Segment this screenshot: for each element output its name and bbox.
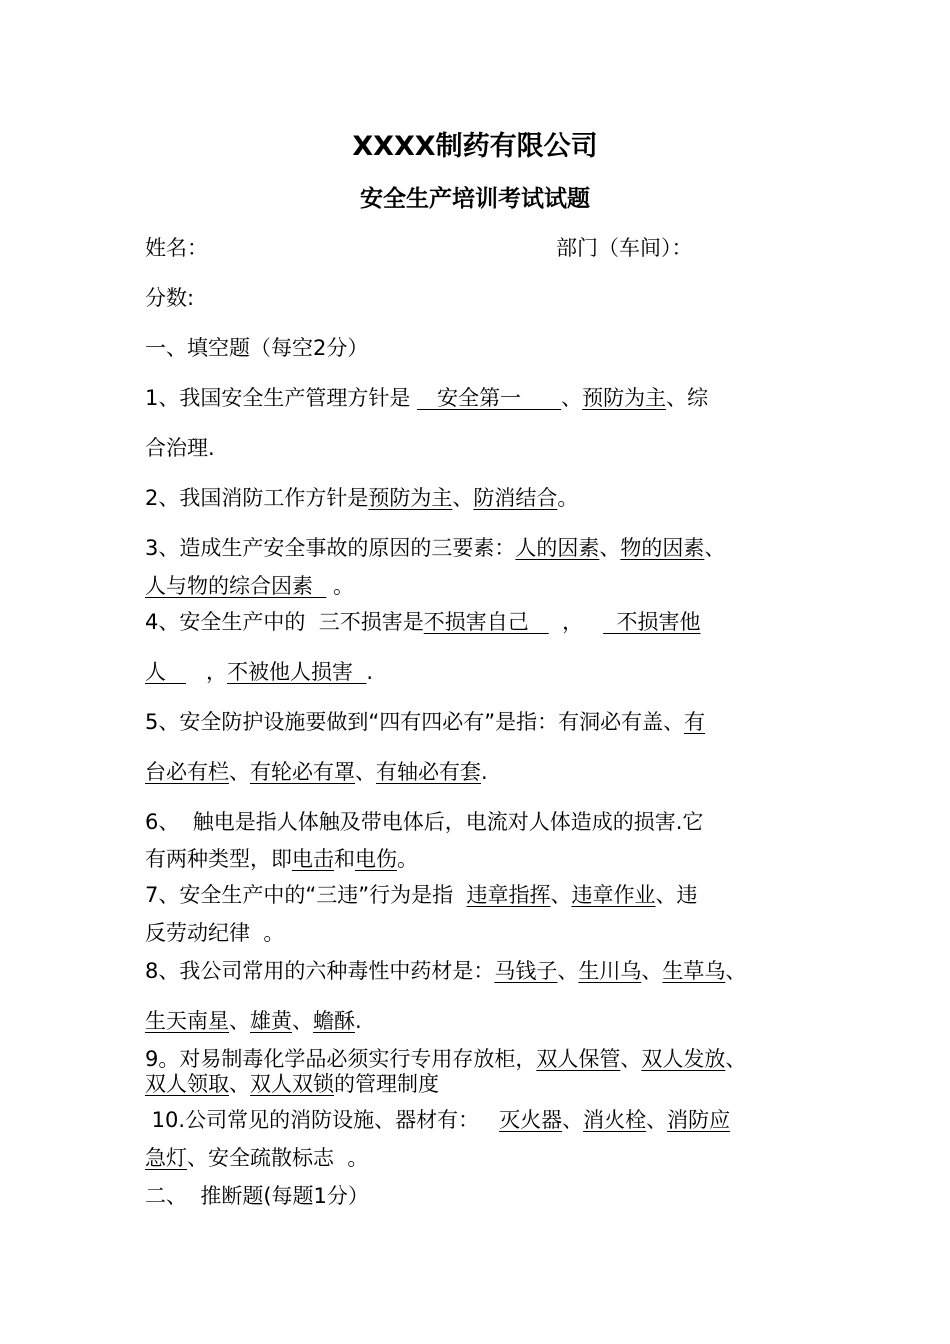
- answer-blank: 人的因素: [515, 536, 600, 560]
- answer-blank: 消火栓: [583, 1108, 647, 1132]
- answer-blank: 生天南星: [145, 1009, 229, 1033]
- exam-title: 安全生产培训考试试题: [360, 186, 590, 212]
- answer-blank: 有: [684, 710, 706, 734]
- question-7: 7、安全生产中的“三违”行为是指 违章指挥、违章作业、违: [145, 883, 698, 907]
- answer-blank: 不损害自己: [423, 610, 549, 634]
- section-1-heading: 一、填空题（每空2分）: [145, 336, 369, 360]
- answer-blank: 人: [145, 660, 187, 684]
- answer-blank: 双人双锁: [250, 1072, 334, 1096]
- answer-blank: 不损害他: [603, 610, 701, 634]
- answer-blank: 急灯: [145, 1146, 187, 1170]
- name-label: 姓名：: [145, 236, 208, 260]
- question-9: 9。对易制毒化学品必须实行专用存放柜，双人保管、双人发放、: [145, 1047, 747, 1071]
- answer-blank: 预防为主: [582, 386, 667, 410]
- answer-blank: 生草乌: [662, 959, 726, 983]
- section-2-heading: 二、 推断题(每题1分）: [145, 1184, 369, 1208]
- answer-blank: 物的因素: [620, 536, 705, 560]
- answer-blank: 电伤: [355, 847, 397, 871]
- question-9-cont: 双人领取、双人双锁的管理制度: [145, 1072, 439, 1096]
- answer-blank: 台必有栏: [145, 760, 229, 784]
- answer-blank: 安全第一: [417, 386, 562, 410]
- question-6-cont: 有两种类型，即电击和电伤。: [145, 847, 418, 871]
- question-3-cont: 人与物的综合因素 。: [145, 574, 355, 598]
- answer-blank: 预防为主: [368, 486, 453, 510]
- department-label: 部门（车间）：: [556, 236, 693, 260]
- question-1: 1、我国安全生产管理方针是 安全第一 、预防为主、综: [145, 386, 709, 410]
- answer-blank: 马钱子: [494, 959, 558, 983]
- question-7-cont: 反劳动纪律 。: [145, 921, 285, 945]
- answer-blank: 违章作业: [571, 883, 656, 907]
- question-5-cont: 台必有栏、有轮必有罩、有轴必有套.: [145, 760, 488, 784]
- question-6: 6、 触电是指人体触及带电体后，电流对人体造成的损害.它: [145, 810, 704, 834]
- question-4-cont: 人 ，不被他人损害 .: [145, 660, 374, 684]
- answer-blank: 雄黄: [250, 1009, 292, 1033]
- answer-blank: 有轮必有罩: [250, 760, 355, 784]
- question-8-cont: 生天南星、雄黄、蟾酥.: [145, 1009, 362, 1033]
- question-10: 10.公司常见的消防设施、器材有： 灭火器、消火栓、消防应: [145, 1108, 731, 1132]
- answer-blank: 防消结合: [473, 486, 558, 510]
- answer-blank: 不被他人损害: [227, 660, 367, 684]
- question-4: 4、安全生产中的 三不损害是不损害自己 ， 不损害他: [145, 610, 701, 634]
- answer-blank: 双人发放: [641, 1047, 726, 1071]
- question-5: 5、安全防护设施要做到“四有四必有”是指：有洞必有盖、有: [145, 710, 706, 734]
- question-2: 2、我国消防工作方针是预防为主、防消结合。: [145, 486, 579, 510]
- answer-blank: 生川乌: [578, 959, 642, 983]
- answer-blank: 违章指挥: [466, 883, 551, 907]
- answer-blank: 电击: [292, 847, 334, 871]
- answer-blank: 消防应: [667, 1108, 731, 1132]
- question-8: 8、我公司常用的六种毒性中药材是：马钱子、生川乌、生草乌、: [145, 959, 747, 983]
- answer-blank: 有轴必有套: [376, 760, 481, 784]
- question-1-cont: 合治理.: [145, 436, 215, 460]
- answer-blank: 人与物的综合因素: [145, 574, 327, 598]
- company-title: XXXX制药有限公司: [352, 131, 598, 162]
- answer-blank: 蟾酥: [313, 1009, 355, 1033]
- score-label: 分数:: [145, 286, 195, 310]
- question-10-cont: 急灯、安全疏散标志 。: [145, 1146, 369, 1170]
- answer-blank: 双人领取: [145, 1072, 229, 1096]
- answer-blank: 灭火器: [499, 1108, 563, 1132]
- answer-blank: 双人保管: [536, 1047, 621, 1071]
- question-3: 3、造成生产安全事故的原因的三要素：人的因素、物的因素、: [145, 536, 726, 560]
